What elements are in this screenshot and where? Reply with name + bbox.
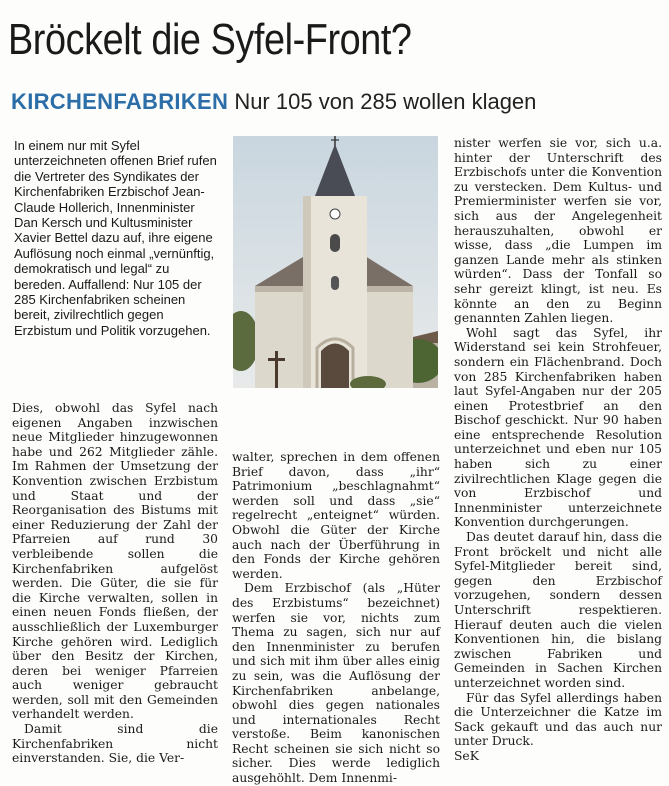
paragraph: Dem Erzbischof (als „Hüter des Erzbistums“ bezeichnet) werfen sie vor, nichts zum Thema zu sagen, sich nur auf den Innenminister zu berufen und sich mit ihm über alles einig zu sein, was die Auflösung der Kirchenfabriken anbelange, obwohl dies gegen nationales und internationales Recht verstoße. Beim kanonischen Recht scheinen sie sich nicht so sicher. Dies werde lediglich ausgehöhlt. Dem Innenmi- <box>232 581 440 786</box>
paragraph: Dies, obwohl das Syfel nach eigenen Angaben inzwischen neue Mitglieder hinzugewonnen habe und 262 Mitglieder zähle. Im Rahmen der Umsetzung der Konvention zwischen Erzbistum und Staat und der Reorganisation des Bistums mit einer Reduzierung der Zahl der Pfarreien auf rund 30 verbleibende sollen die Kirchenfabriken aufgelöst werden. Die Güter, die sie für die Kirche verwalten, sollen in einen neuen Fonds fließen, der ausschließlich der Luxemburger Kirche gehören wird. Lediglich über den Besitz der Kirchen, deren bei weniger Pfarreien auch weniger gebraucht werden, soll mit den Gemeinden verhandelt werden. <box>12 401 218 722</box>
paragraph: Das deutet darauf hin, dass die Front bröckelt und nicht alle Syfel-Mitglieder bereit sind, gegen den Erzbischof vorzugehen, sondern dessen Unterschrift respektieren. Hierauf deuten auch die vielen Konventionen hin, die bislang zwischen Fabriken und Gemeinden in Sachen Kirchen unterzeichnet worden sind. <box>454 530 662 690</box>
lead-paragraph <box>14 138 219 338</box>
church-photo <box>233 136 438 388</box>
paragraph: Für das Syfel allerdings haben die Unterzeichner die Katze im Sack gekauft und das auch nur unter Druck. <box>454 690 662 749</box>
column-3 <box>454 136 662 764</box>
kicker: KIRCHENFABRIKEN <box>11 89 229 114</box>
column-1 <box>12 401 218 766</box>
subheadline-text: Nur 105 von 285 wollen klagen <box>234 89 537 114</box>
subheadline <box>11 88 536 116</box>
headline: Bröckelt die Syfel-Front? <box>8 15 412 64</box>
lead-text: In einem nur mit Syfel unterzeichneten offenen Brief rufen die Vertreter des Syndikates der Kirchenfabriken Erzbischof Jean-Claude Hollerich, Innenminister Dan Kersch und Kultusminister Xavier Bettel dazu auf, ihre eigene Auflösung noch einmal „vernünftig, demokratisch und legal“ zu bereden. Auffallend: Nur 105 der 285 Kirchenfabriken scheinen bereit, zivilrechtlich gegen Erzbistum und Politik vorzugehen. <box>14 138 217 338</box>
author-signoff: SeK <box>454 748 479 763</box>
paragraph: nister werfen sie vor, sich u.a. hinter der Unterschrift des Erzbischofs unter die Konvention zu verstecken. Dem Kultus- und Premierminister werfen sie vor, sich aus der Angelegenheit herauszuhalten, obwohl er wisse, dass „die Lumpen im ganzen Lande mehr als stinken würden“. Dass der Tonfall so sehr gereizt klingt, ist neu. Es könnte an den zu Beginn genannten Zahlen liegen. <box>454 136 662 326</box>
paragraph: Damit sind die Kirchenfabriken nicht einverstanden. Sie, die Ver- <box>12 722 218 766</box>
paragraph: Wohl sagt das Syfel, ihr Widerstand sei kein Strohfeuer, sondern ein Flächenbrand. Doch von 285 Kirchenfabriken haben laut Syfel-Angaben nur der 205 einen Protestbrief an den Bischof geschickt. Nur 90 haben eine entsprechende Resolution unterzeichnet und eben nur 105 haben sich zu einer zivilrechtlichen Klage gegen die von Erzbischof und Innenminister unterzeichnete Konvention durchgerungen. <box>454 325 662 530</box>
paragraph: walter, sprechen in dem offenen Brief davon, dass „ihr“ Patrimonium „beschlagnahmt“ werden soll und dass „sie“ regelrecht „enteignet“ würden. Obwohl die Güter der Kirche auch nach der Überführung in den Fonds der Kirche gehören werden. <box>232 450 440 581</box>
column-2 <box>232 450 440 786</box>
